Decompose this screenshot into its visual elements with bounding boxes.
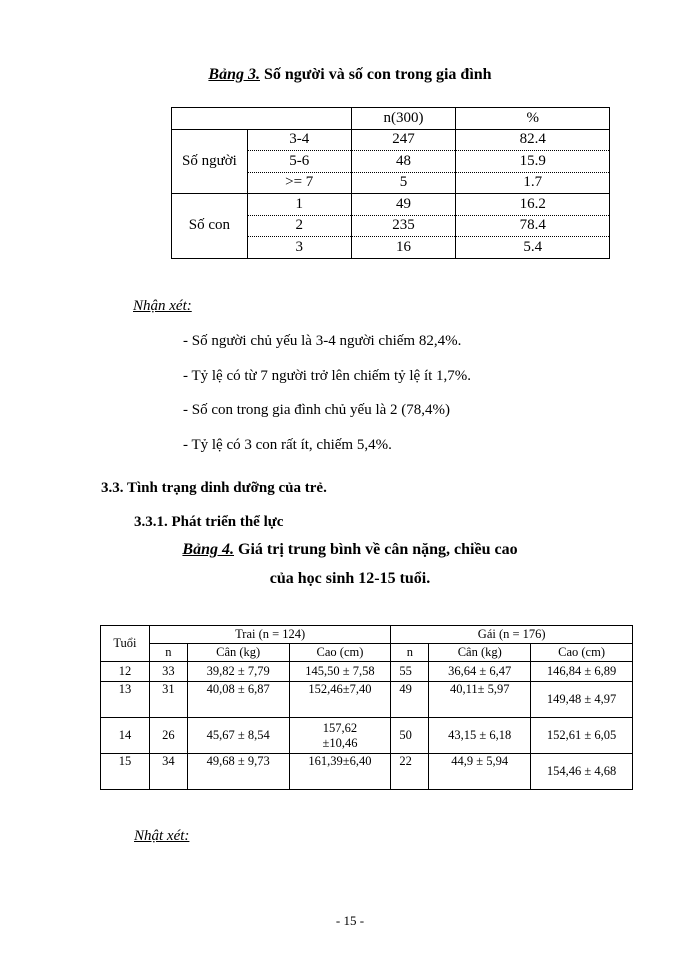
table-cell: 50 xyxy=(391,718,429,754)
table-cell: 152,46±7,40 xyxy=(289,682,391,718)
remark1-heading: Nhận xét: xyxy=(133,298,192,314)
remark1-item: - Số con trong gia đình chủ yếu là 2 (78,4%) xyxy=(183,402,451,418)
table-cell: 31 xyxy=(149,682,187,718)
table-row xyxy=(101,626,633,644)
table-cell: 1.7 xyxy=(456,172,610,194)
table-cell: 247 xyxy=(351,129,456,151)
table-row xyxy=(172,194,610,216)
table4-sub-weight: Cân (kg) xyxy=(187,644,289,662)
table-row xyxy=(172,129,610,151)
table-cell: 13 xyxy=(101,682,150,718)
table-cell: 1 xyxy=(247,194,351,216)
table3 xyxy=(171,107,610,259)
table-cell: 55 xyxy=(391,662,429,682)
table3-caption-text: Số người và số con trong gia đình xyxy=(260,66,492,83)
table4-caption-label: Bảng 4. xyxy=(182,541,234,558)
table-cell: 40,08 ± 6,87 xyxy=(187,682,289,718)
table-cell: 48 xyxy=(351,151,456,173)
table-row xyxy=(101,662,633,682)
table4-caption xyxy=(0,541,700,559)
table-cell xyxy=(172,108,352,130)
table-cell: 34 xyxy=(149,754,187,790)
table4-girls-header: Gái (n = 176) xyxy=(391,626,633,644)
table4-sub-n: n xyxy=(391,644,429,662)
table4-caption-line1: Giá trị trung bình về cân nặng, chiều cao xyxy=(234,541,518,558)
table-cell: 161,39±6,40 xyxy=(289,754,391,790)
table-row xyxy=(101,682,633,718)
table-cell: >= 7 xyxy=(247,172,351,194)
section-heading: 3.3. Tình trạng dinh dưỡng của trẻ. xyxy=(101,480,327,496)
table-cell: 82.4 xyxy=(456,129,610,151)
table3-caption-label: Bảng 3. xyxy=(208,66,260,83)
table-cell: 22 xyxy=(391,754,429,790)
remark1-item: - Tỷ lệ có từ 7 người trở lên chiếm tỷ lệ ít 1,7%. xyxy=(183,368,472,384)
table4-sub-height: Cao (cm) xyxy=(531,644,633,662)
table-cell: 3 xyxy=(247,237,351,259)
table-row xyxy=(101,644,633,662)
table-cell: 45,67 ± 8,54 xyxy=(187,718,289,754)
table4-sub-n: n xyxy=(149,644,187,662)
table-cell: 33 xyxy=(149,662,187,682)
table-row xyxy=(172,108,610,130)
remark1-item: - Tỷ lệ có 3 con rất ít, chiếm 5,4%. xyxy=(183,437,392,453)
table-cell: 44,9 ± 5,94 xyxy=(429,754,531,790)
table-cell: 36,64 ± 6,47 xyxy=(429,662,531,682)
table-cell: 146,84 ± 6,89 xyxy=(531,662,633,682)
table-row xyxy=(101,718,633,754)
table-row xyxy=(101,754,633,790)
table-cell: 43,15 ± 6,18 xyxy=(429,718,531,754)
subsection-heading: 3.3.1. Phát triển thể lực xyxy=(134,514,284,530)
table4-sub-height: Cao (cm) xyxy=(289,644,391,662)
table-cell: 3-4 xyxy=(247,129,351,151)
table4-sub-weight: Cân (kg) xyxy=(429,644,531,662)
table-cell: 40,11± 5,97 xyxy=(429,682,531,718)
table-cell: 78.4 xyxy=(456,215,610,237)
table-cell: 16.2 xyxy=(456,194,610,216)
table3-header-n: n(300) xyxy=(351,108,456,130)
table4-age-header: Tuổi xyxy=(101,626,150,662)
table-cell: 157,62 ±10,46 xyxy=(289,718,391,754)
remark2-heading: Nhật xét: xyxy=(134,828,190,844)
table-cell: 49 xyxy=(351,194,456,216)
table3-header-pct: % xyxy=(456,108,610,130)
remark1-item: - Số người chủ yếu là 3-4 người chiếm 82,4%. xyxy=(183,333,462,349)
table-cell: 235 xyxy=(351,215,456,237)
table3-group-people: Số người xyxy=(172,129,248,194)
table-cell: 154,46 ± 4,68 xyxy=(531,754,633,790)
table-cell: 26 xyxy=(149,718,187,754)
table-cell: 152,61 ± 6,05 xyxy=(531,718,633,754)
table4-caption-line2: của học sinh 12-15 tuổi. xyxy=(269,570,431,587)
table3-caption xyxy=(0,66,700,84)
table-cell: 5 xyxy=(351,172,456,194)
table-cell: 12 xyxy=(101,662,150,682)
table-cell: 5-6 xyxy=(247,151,351,173)
table-cell: 14 xyxy=(101,718,150,754)
table-cell: 149,48 ± 4,97 xyxy=(531,682,633,718)
table3-group-children: Số con xyxy=(172,194,248,259)
table-cell: 49,68 ± 9,73 xyxy=(187,754,289,790)
table-cell: 15.9 xyxy=(456,151,610,173)
table-cell: 49 xyxy=(391,682,429,718)
table-cell: 5.4 xyxy=(456,237,610,259)
table-cell: 39,82 ± 7,79 xyxy=(187,662,289,682)
table4 xyxy=(100,625,633,790)
table-cell: 15 xyxy=(101,754,150,790)
table-cell: 145,50 ± 7,58 xyxy=(289,662,391,682)
page-number: - 15 - xyxy=(335,913,365,928)
table-cell: 2 xyxy=(247,215,351,237)
table4-boys-header: Trai (n = 124) xyxy=(149,626,391,644)
table-cell: 16 xyxy=(351,237,456,259)
